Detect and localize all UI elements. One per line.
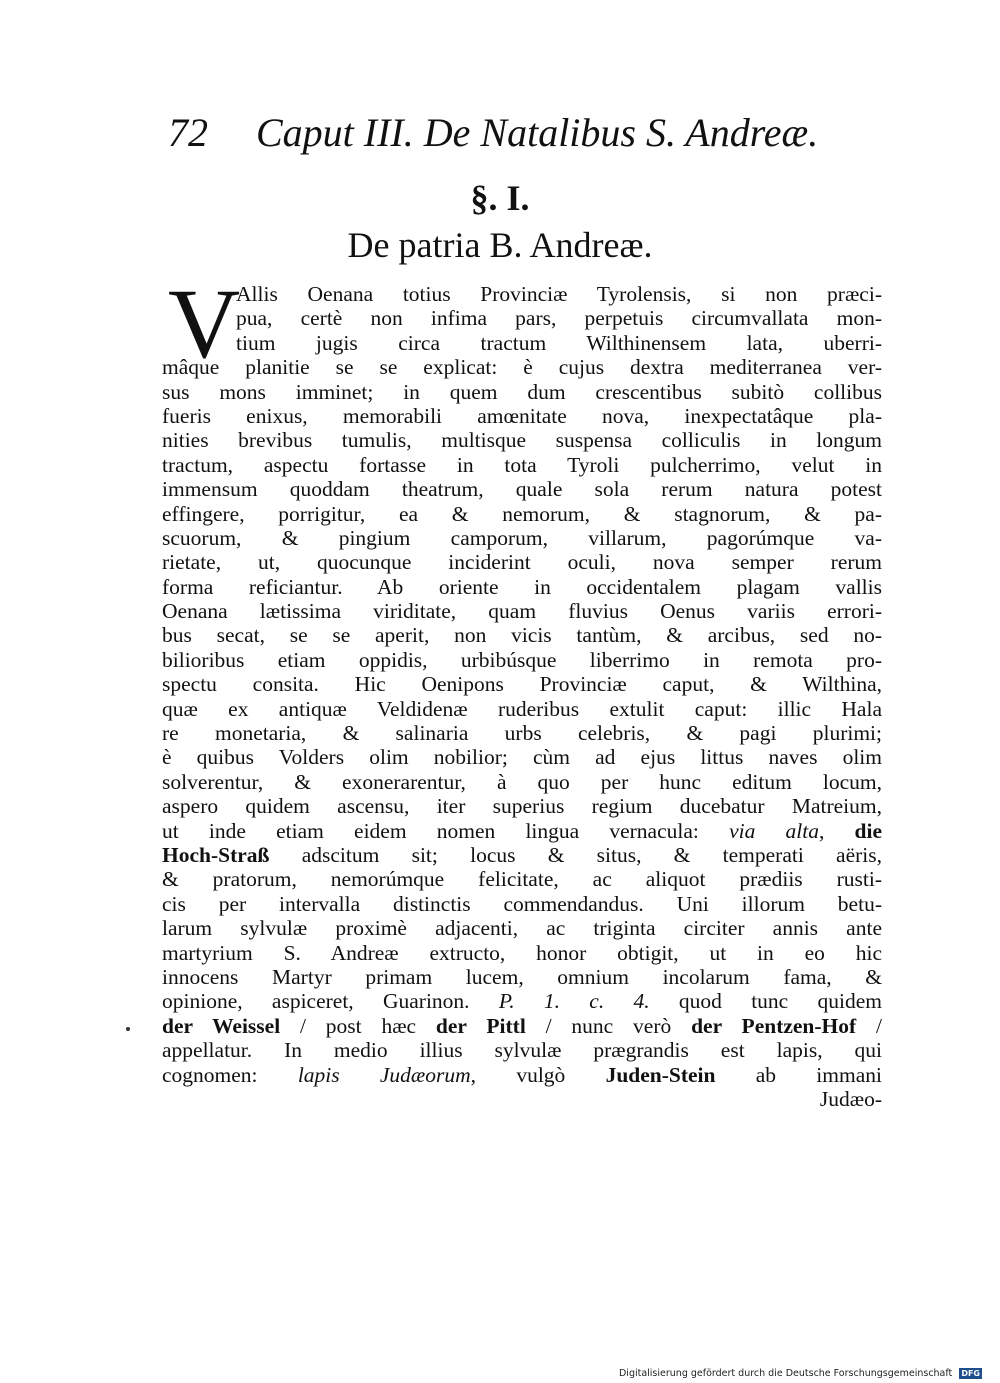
text-line bbox=[162, 623, 882, 647]
text-run: mâque planitie se se explicat: è cujus dextra mediterranea ver- bbox=[162, 355, 882, 380]
text-run: cis per intervalla distinctis commendandus. Uni illorum betu- bbox=[162, 891, 882, 916]
text-run: ut inde etiam eidem nomen lingua vernacula: bbox=[162, 818, 730, 843]
margin-speck bbox=[126, 1027, 130, 1031]
fraktur-text: Hoch-Straß bbox=[162, 842, 270, 867]
drop-cap: V bbox=[168, 268, 241, 379]
text-run: forma reficiantur. Ab oriente in occidentalem plagam vallis bbox=[162, 574, 882, 599]
text-run: & pratorum, nemorúmque felicitate, ac aliquot prædiis rusti- bbox=[162, 867, 882, 892]
text-run: sus mons imminet; in quem dum crescentibus subitò collibus bbox=[162, 379, 882, 404]
text-line bbox=[162, 306, 882, 330]
text-line bbox=[162, 794, 882, 818]
text-run: / nunc verò bbox=[525, 1013, 692, 1038]
text-run: scuorum, & pingium camporum, villarum, pagorúmque va- bbox=[162, 525, 882, 550]
footer-text: Digitalisierung gefördert durch die Deutsche Forschungsgemeinschaft bbox=[618, 1368, 953, 1379]
text-run: martyrium S. Andreæ extructo, honor obtigit, ut in eo hic bbox=[162, 940, 882, 965]
text-run: spectu consita. Hic Oenipons Provinciæ caput, & Wilthina, bbox=[162, 672, 882, 697]
text-run: , bbox=[818, 818, 855, 843]
text-run: immensum quoddam theatrum, quale sola rerum natura potest bbox=[162, 477, 882, 502]
text-run: è quibus Volders olim nobilior; cùm ad ejus littus naves olim bbox=[162, 745, 882, 770]
footer-credit bbox=[619, 1368, 982, 1380]
dfg-logo: DFG bbox=[961, 1369, 980, 1378]
text-run: re monetaria, & salinaria urbs celebris, & pagi plurimi; bbox=[162, 721, 882, 746]
text-line bbox=[162, 599, 882, 623]
italic-text: lapis Judæorum bbox=[297, 1062, 471, 1087]
text-line bbox=[162, 380, 882, 404]
text-run: effingere, porrigitur, ea & nemorum, & stagnorum, & pa- bbox=[162, 501, 882, 526]
text-line bbox=[162, 941, 882, 965]
fraktur-text: die bbox=[854, 818, 883, 843]
section-title: De patria B. Andreæ. bbox=[347, 225, 653, 265]
text-run: bus secat, se se aperit, non vicis tantùm, & arcibus, sed no- bbox=[162, 623, 882, 648]
text-line bbox=[162, 575, 882, 599]
text-line bbox=[162, 453, 882, 477]
text-run: tractum, aspectu fortasse in tota Tyroli pulcherrimo, velut in bbox=[162, 452, 882, 477]
text-run: larum sylvulæ proximè adjacenti, ac triginta circiter annis ante bbox=[162, 916, 882, 941]
body-text bbox=[162, 282, 882, 1111]
text-line bbox=[162, 1038, 882, 1062]
fraktur-text: der Weissel bbox=[162, 1013, 281, 1038]
text-run: Allis Oenana totius Provinciæ Tyrolensis, si non præci- bbox=[236, 282, 882, 306]
text-run: / bbox=[856, 1013, 882, 1038]
text-run: solverentur, & exonerarentur, à quo per hunc editum locum, bbox=[162, 769, 882, 794]
text-line bbox=[162, 892, 882, 916]
text-run: nities brevibus tumulis, multisque suspensa colliculis in longum bbox=[162, 428, 882, 453]
text-line bbox=[162, 819, 882, 843]
text-line bbox=[162, 697, 882, 721]
text-run: quæ ex antiquæ Veldidenæ ruderibus extulit caput: illic Hala bbox=[162, 696, 882, 721]
running-head bbox=[168, 108, 868, 158]
text-line bbox=[162, 282, 882, 306]
text-run: ab immani bbox=[715, 1062, 882, 1087]
text-run: opinione, aspiceret, Guarinon. bbox=[162, 989, 499, 1014]
text-run: pua, certè non infima pars, perpetuis circumvallata mon- bbox=[236, 306, 882, 331]
text-line bbox=[162, 843, 882, 867]
text-line bbox=[162, 550, 882, 574]
text-line bbox=[162, 502, 882, 526]
text-line bbox=[162, 965, 882, 989]
section-number: §. I. bbox=[470, 178, 530, 218]
text-line bbox=[162, 404, 882, 428]
text-run: appellatur. In medio illius sylvulæ prægrandis est lapis, qui bbox=[162, 1038, 882, 1063]
text-line bbox=[162, 648, 882, 672]
text-line bbox=[162, 916, 882, 940]
page-number: 72 bbox=[168, 110, 208, 155]
text-line bbox=[162, 867, 882, 891]
italic-text: via alta bbox=[729, 818, 819, 843]
running-title: Caput III. De Natalibus S. Andreæ. bbox=[256, 110, 819, 155]
text-line bbox=[162, 355, 882, 379]
text-line bbox=[162, 1063, 882, 1087]
text-line bbox=[162, 526, 882, 550]
text-run: Oenana lætissima viriditate, quam fluvius Oenus variis errori- bbox=[162, 599, 882, 624]
text-line bbox=[162, 331, 882, 355]
text-line bbox=[162, 989, 882, 1013]
text-line bbox=[162, 1087, 882, 1111]
text-run: , vulgò bbox=[470, 1062, 606, 1087]
fraktur-text: der Pittl bbox=[435, 1013, 526, 1038]
text-line bbox=[162, 477, 882, 501]
text-line bbox=[162, 672, 882, 696]
text-run: quod tunc quidem bbox=[649, 989, 883, 1014]
fraktur-text: Juden-Stein bbox=[605, 1062, 716, 1087]
text-line bbox=[162, 745, 882, 769]
text-run: tium jugis circa tractum Wilthinensem lata, uberri- bbox=[236, 330, 882, 355]
text-run: adscitum sit; locus & situs, & temperati aëris, bbox=[269, 842, 882, 867]
text-line bbox=[162, 1014, 882, 1038]
text-line bbox=[162, 721, 882, 745]
text-line bbox=[162, 770, 882, 794]
fraktur-text: der Pentzen-Hof bbox=[691, 1013, 857, 1038]
text-run: fueris enixus, memorabili amœnitate nova, inexpectatâque pla- bbox=[162, 403, 882, 428]
text-run: Judæo- bbox=[819, 1086, 882, 1111]
text-run: / post hæc bbox=[280, 1013, 436, 1038]
text-run: rietate, ut, quocunque inciderint oculi, nova semper rerum bbox=[162, 550, 882, 575]
text-run: cognomen: bbox=[162, 1062, 298, 1087]
text-line bbox=[162, 428, 882, 452]
text-run: bilioribus etiam oppidis, urbibúsque liberrimo in remota pro- bbox=[162, 647, 882, 672]
text-run: innocens Martyr primam lucem, omnium incolarum fama, & bbox=[162, 964, 882, 989]
text-run: aspero quidem ascensu, iter superius regium ducebatur Matreium, bbox=[162, 794, 882, 819]
italic-text: P. 1. c. 4. bbox=[498, 989, 650, 1014]
